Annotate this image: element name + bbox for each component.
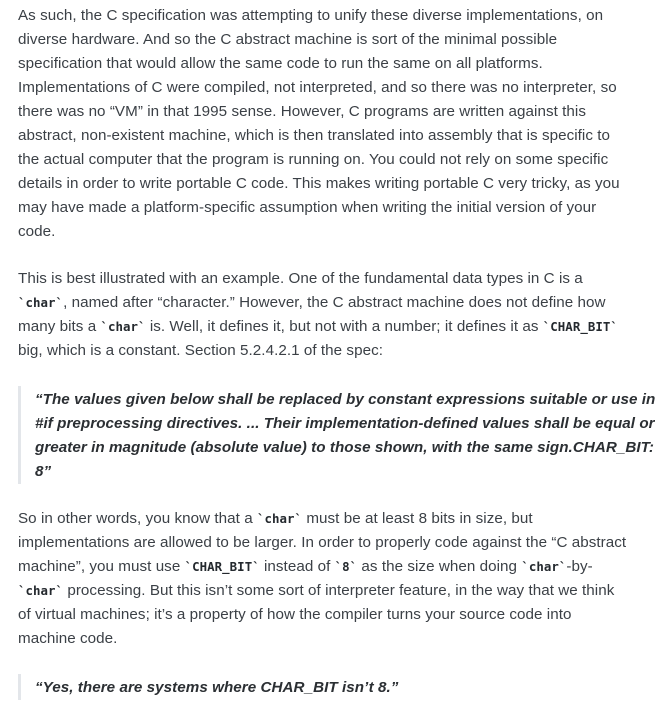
text-line: As such, the C specification was attempting to unify these diverse implementations, on	[18, 7, 604, 24]
inline-code: `CHAR_BIT`	[184, 559, 260, 574]
text-line: Implementations of C were compiled, not interpreted, and so there was no interpreter, so	[18, 79, 617, 96]
text-line: implementations are allowed to be larger. In order to properly code against the “C abstract	[18, 534, 627, 551]
quote-line: #if preprocessing directives. ... Their implementation-defined values shall be equal or	[35, 415, 655, 432]
inline-code: `char`	[100, 319, 146, 334]
paragraph-char-example	[18, 267, 618, 363]
quote-line: 8”	[35, 463, 52, 480]
text-line: big, which is a constant. Section 5.2.4.2.1 of the spec:	[18, 342, 383, 359]
text-line: machine code.	[18, 630, 118, 647]
inline-code: `char`	[521, 559, 567, 574]
inline-code: `char`	[18, 583, 64, 598]
text-line: many bits a `char` is. Well, it defines it, but not with a number; it defines it as `CHAR_BIT`	[18, 318, 618, 335]
quote-line: “Yes, there are systems where CHAR_BIT isn’t 8.”	[35, 679, 399, 696]
text-line: the actual computer that the program is running on. You could not rely on some specific	[18, 151, 609, 168]
inline-code: `char`	[18, 295, 64, 310]
text-line: of virtual machines; it’s a property of how the compiler turns your source code into	[18, 606, 572, 623]
article-body	[18, 4, 655, 715]
quote-line: greater in magnitude (absolute value) to those shown, with the same sign.CHAR_BIT:	[35, 439, 654, 456]
text-line: machine”, you must use `CHAR_BIT` instead of `8` as the size when doing `char`-by-	[18, 558, 593, 575]
paragraph-c-specification	[18, 4, 620, 244]
text-line: `char`, named after “character.” However, the C abstract machine does not define how	[18, 294, 606, 311]
spec-quote	[18, 386, 655, 484]
text-line: code.	[18, 223, 56, 240]
char-bit-quote	[18, 674, 544, 700]
inline-code: `CHAR_BIT`	[542, 319, 618, 334]
text-line: may have made a platform-specific assumption when writing the initial version of your	[18, 199, 597, 216]
quote-line: “The values given below shall be replaced by constant expressions suitable or use in	[35, 391, 655, 408]
paragraph-char-bit	[18, 507, 627, 651]
text-line: specification that would allow the same code to run the same on all platforms.	[18, 55, 543, 72]
inline-code: `8`	[334, 559, 358, 574]
inline-code: `char`	[256, 511, 303, 526]
text-line: abstract, non-existent machine, which is then translated into assembly that is specific to	[18, 127, 611, 144]
text-line: details in order to write portable C code. This makes writing portable C very tricky, as you	[18, 175, 620, 192]
text-line: `char` processing. But this isn’t some sort of interpreter feature, in the way that we think	[18, 582, 615, 599]
text-line: This is best illustrated with an example. One of the fundamental data types in C is a	[18, 270, 583, 287]
text-line: there was no “VM” in that 1995 sense. However, C programs are written against this	[18, 103, 586, 120]
text-line: diverse hardware. And so the C abstract machine is sort of the minimal possible	[18, 31, 558, 48]
text-line: So in other words, you know that a `char` must be at least 8 bits in size, but	[18, 510, 533, 527]
